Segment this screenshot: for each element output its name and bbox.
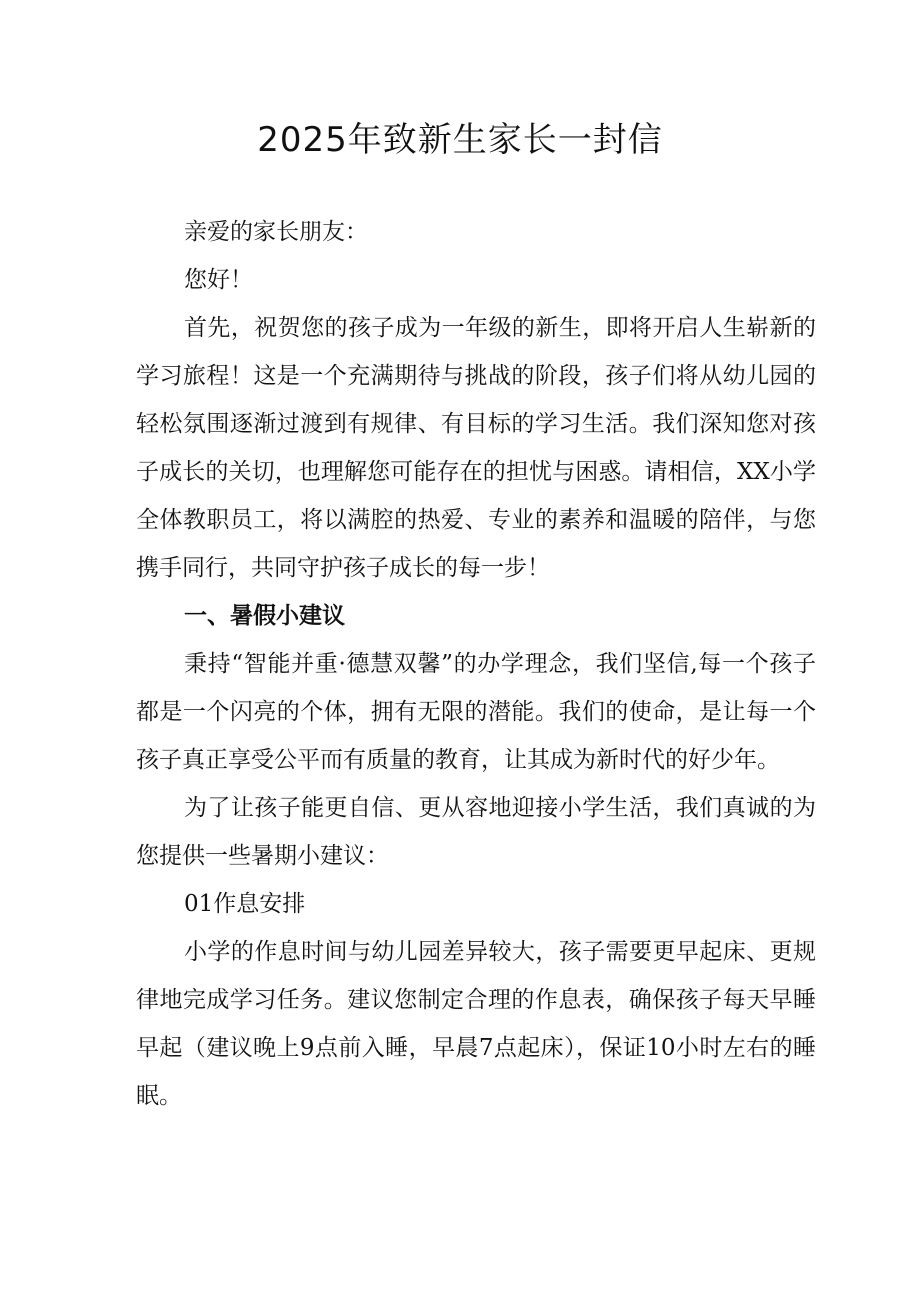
document-title: 2025年致新生家长一封信: [257, 120, 663, 160]
section-paragraph-2: 为了让孩子能更自信、更从容地迎接小学生活，我们真诚的为您提供一些暑期小建议：: [136, 795, 816, 869]
section-heading: 一、暑假小建议: [184, 603, 345, 629]
subsection-heading: 01作息安排: [184, 891, 306, 917]
intro-paragraph: 首先，祝贺您的孩子成为一年级的新生，即将开启人生崭新的学习旅程！这是一个充满期待与挑战的阶段，孩子们将从幼儿园的轻松氛围逐渐过渡到有规律、有目标的学习生活。我们深知您对孩子成长的关切，也理解您可能存在的担忧与困惑。请相信，XX小学全体教职员工，将以满腔的热爱、专业的素养和温暖的陪伴，与您携手同行，共同守护孩子成长的每一步！: [136, 315, 816, 581]
section-paragraph-1: 秉持“智能并重·德慧双馨”的办学理念，我们坚信,每一个孩子都是一个闪亮的个体，拥有无限的潜能。我们的使命，是让每一个孩子真正享受公平而有质量的教育，让其成为新时代的好少年。: [136, 651, 816, 773]
salutation: 亲爱的家长朋友：: [184, 219, 368, 245]
document-body: [136, 208, 816, 1120]
subsection-paragraph: 小学的作息时间与幼儿园差异较大，孩子需要更早起床、更规律地完成学习任务。建议您制定合理的作息表，确保孩子每天早睡早起（建议晚上9点前入睡，早晨7点起床），保证10小时左右的睡眠。: [136, 939, 816, 1109]
greeting: 您好！: [184, 267, 253, 293]
